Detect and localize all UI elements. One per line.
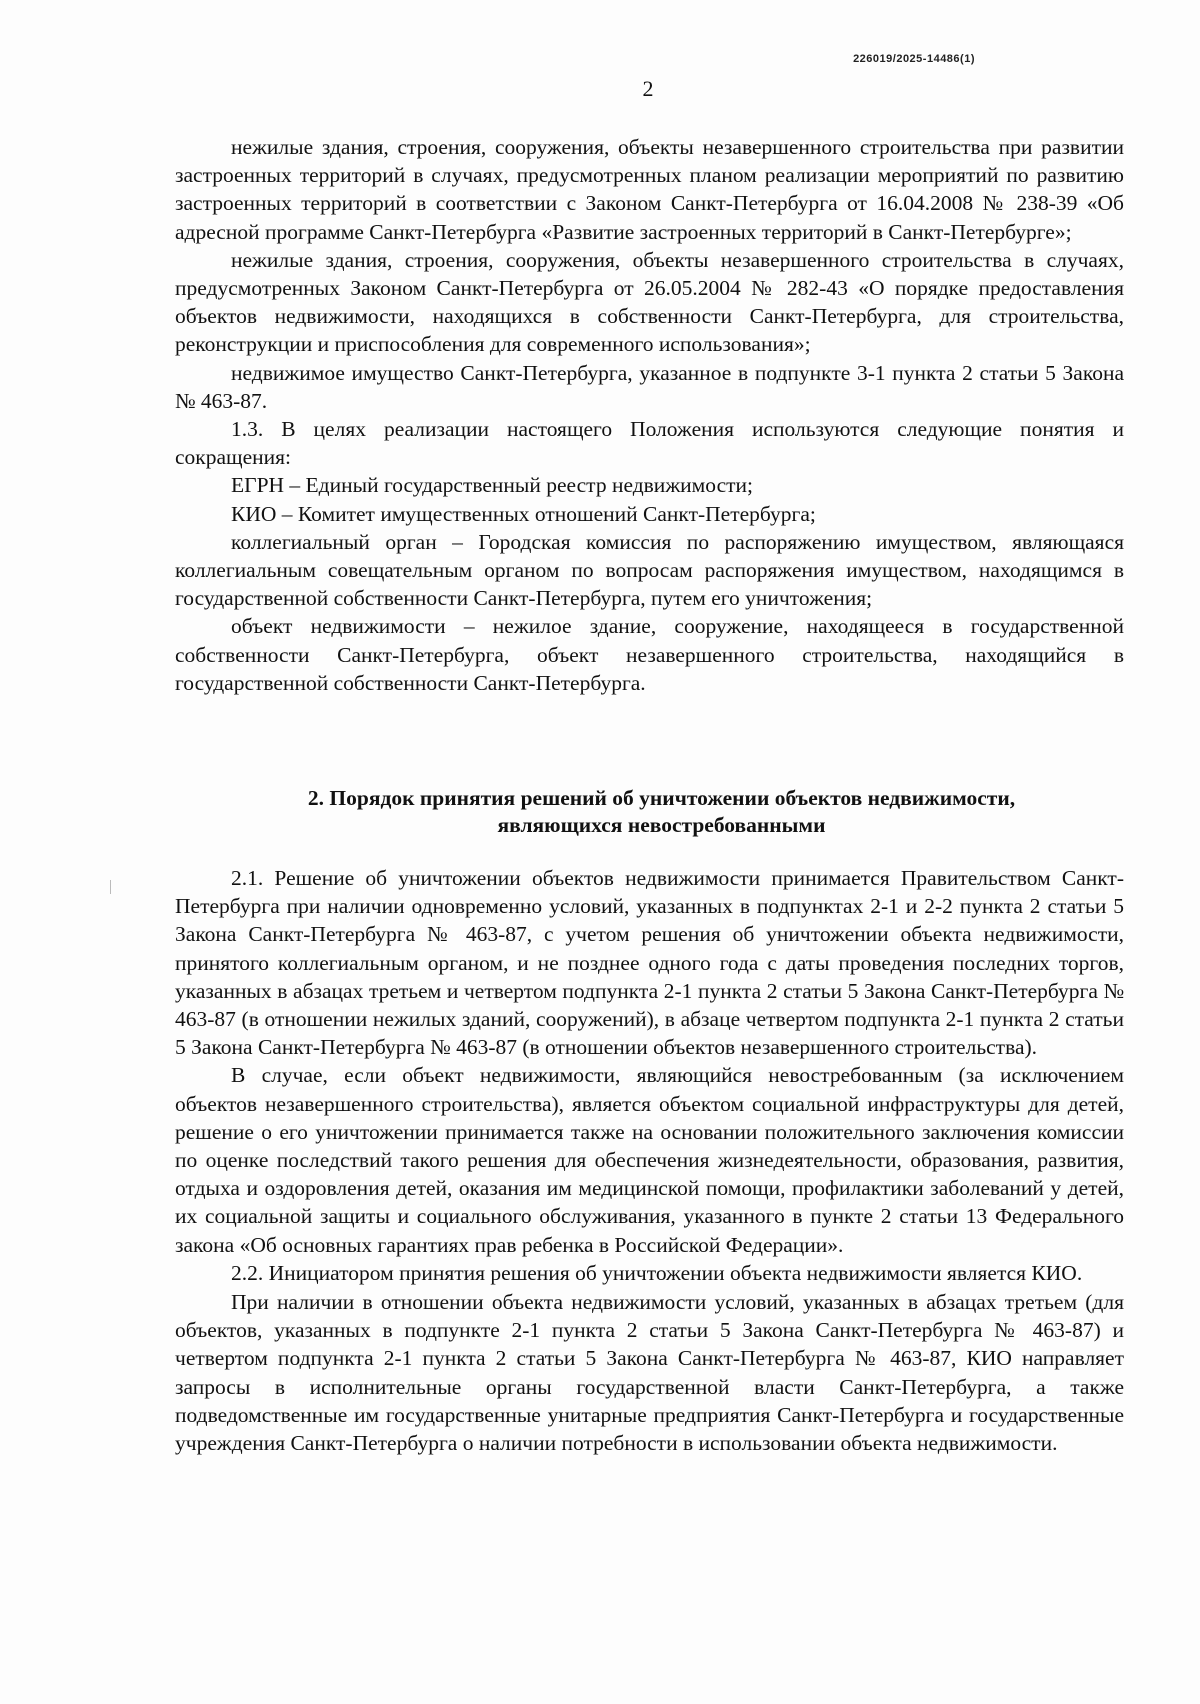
page-number: 2	[642, 76, 654, 101]
paragraph: нежилые здания, строения, сооружения, объекты незавершенного строительства в случаях, предусмотренных Законом Санкт-Петербурга от 26.05.2004 № 282-43 «О порядке предоставления объектов недвижимости, находящихся в собственности Санкт-Петербурга, для строительства, реконструкции и приспособления для современного использования»;	[175, 247, 1124, 357]
heading-line: 2. Порядок принятия решений об уничтожении объектов недвижимости,	[307, 786, 1016, 810]
paragraph: В случае, если объект недвижимости, являющийся невостребованным (за исключением объектов незавершенного строительства), является объектом социальной инфраструктуры для детей, решение о его уничтожении принимается также на основании положительного заключения комиссии по оценке последствий такого решения для обеспечения жизнедеятельности, образования, развития, отдыха и оздоровления детей, оказания им медицинской помощи, профилактики заболеваний у детей, их социальной защиты и социального обслуживания, указанного в пункте 2 статьи 13 Федерального закона «Об основных гарантиях прав ребенка в Российской Федерации».	[175, 1063, 1124, 1257]
section-2-body	[175, 864, 1124, 1457]
document-registration-code: 226019/2025-14486(1)	[853, 53, 975, 65]
paragraph: нежилые здания, строения, сооружения, объекты незавершенного строительства при развитии застроенных территорий в случаях, предусмотренных планом реализации мероприятий по развитию застроенных территорий в соответствии с Законом Санкт-Петербурга от 16.04.2008 № 238-39 «Об адресной программе Санкт-Петербурга «Развитие застроенных территорий в Санкт-Петербурге»;	[175, 135, 1124, 244]
paragraph: 2.1. Решение об уничтожении объектов недвижимости принимается Правительством Санкт-Петербурга при наличии одновременно условий, указанных в подпунктах 2-1 и 2-2 пункта 2 статьи 5 Закона Санкт-Петербурга № 463-87, с учетом решения об уничтожении объекта недвижимости, принятого коллегиальным органом, и не позднее одного года с даты проведения последних торгов, указанных в абзацах третьем и четвертом подпункта 2-1 пункта 2 статьи 5 Закона Санкт-Петербурга № 463-87 (в отношении нежилых зданий, сооружений), в абзаце четвертом подпункта 2-1 пункта 2 статьи 5 Закона Санкт-Петербурга № 463-87 (в отношении объектов незавершенного строительства).	[175, 866, 1124, 1060]
paragraph: недвижимое имущество Санкт-Петербурга, указанное в подпункте 3-1 пункта 2 статьи 5 Закона № 463-87.	[175, 360, 1124, 413]
paragraph: ЕГРН – Единый государственный реестр недвижимости;	[231, 473, 753, 498]
paragraph: При наличии в отношении объекта недвижимости условий, указанных в абзацах третьем (для объектов, указанных в подпункте 2-1 пункта 2 статьи 5 Закона Санкт-Петербурга № 463-87) и четвертом подпункта 2-1 пункта 2 статьи 5 Закона Санкт-Петербурга № 463-87, КИО направляет запросы в исполнительные органы государственной власти Санкт-Петербурга, а также подведомственные им государственные унитарные предприятия Санкт-Петербурга и государственные учреждения Санкт-Петербурга о наличии потребности в использовании объекта недвижимости.	[175, 1290, 1124, 1456]
heading-line: являющихся невостребованными	[497, 813, 826, 837]
paragraph: объект недвижимости – нежилое здание, сооружение, находящееся в государственной собственности Санкт-Петербурга, объект незавершенного строительства, находящийся в государственной собственности Санкт-Петербурга.	[175, 614, 1124, 695]
section-2-heading	[175, 785, 1124, 839]
section-1-continuation	[175, 133, 1124, 697]
paragraph: 1.3. В целях реализации настоящего Положения используются следующие понятия и сокращения:	[175, 417, 1124, 470]
paragraph: коллегиальный орган – Городская комиссия по распоряжению имуществом, являющаяся коллегиальным совещательным органом по вопросам распоряжения имуществом, находящимся в государственной собственности Санкт-Петербурга, путем его уничтожения;	[175, 529, 1124, 611]
paragraph: 2.2. Инициатором принятия решения об уничтожении объекта недвижимости является КИО.	[231, 1260, 1083, 1285]
margin-mark	[110, 880, 111, 894]
paragraph: КИО – Комитет имущественных отношений Санкт-Петербурга;	[231, 501, 816, 526]
